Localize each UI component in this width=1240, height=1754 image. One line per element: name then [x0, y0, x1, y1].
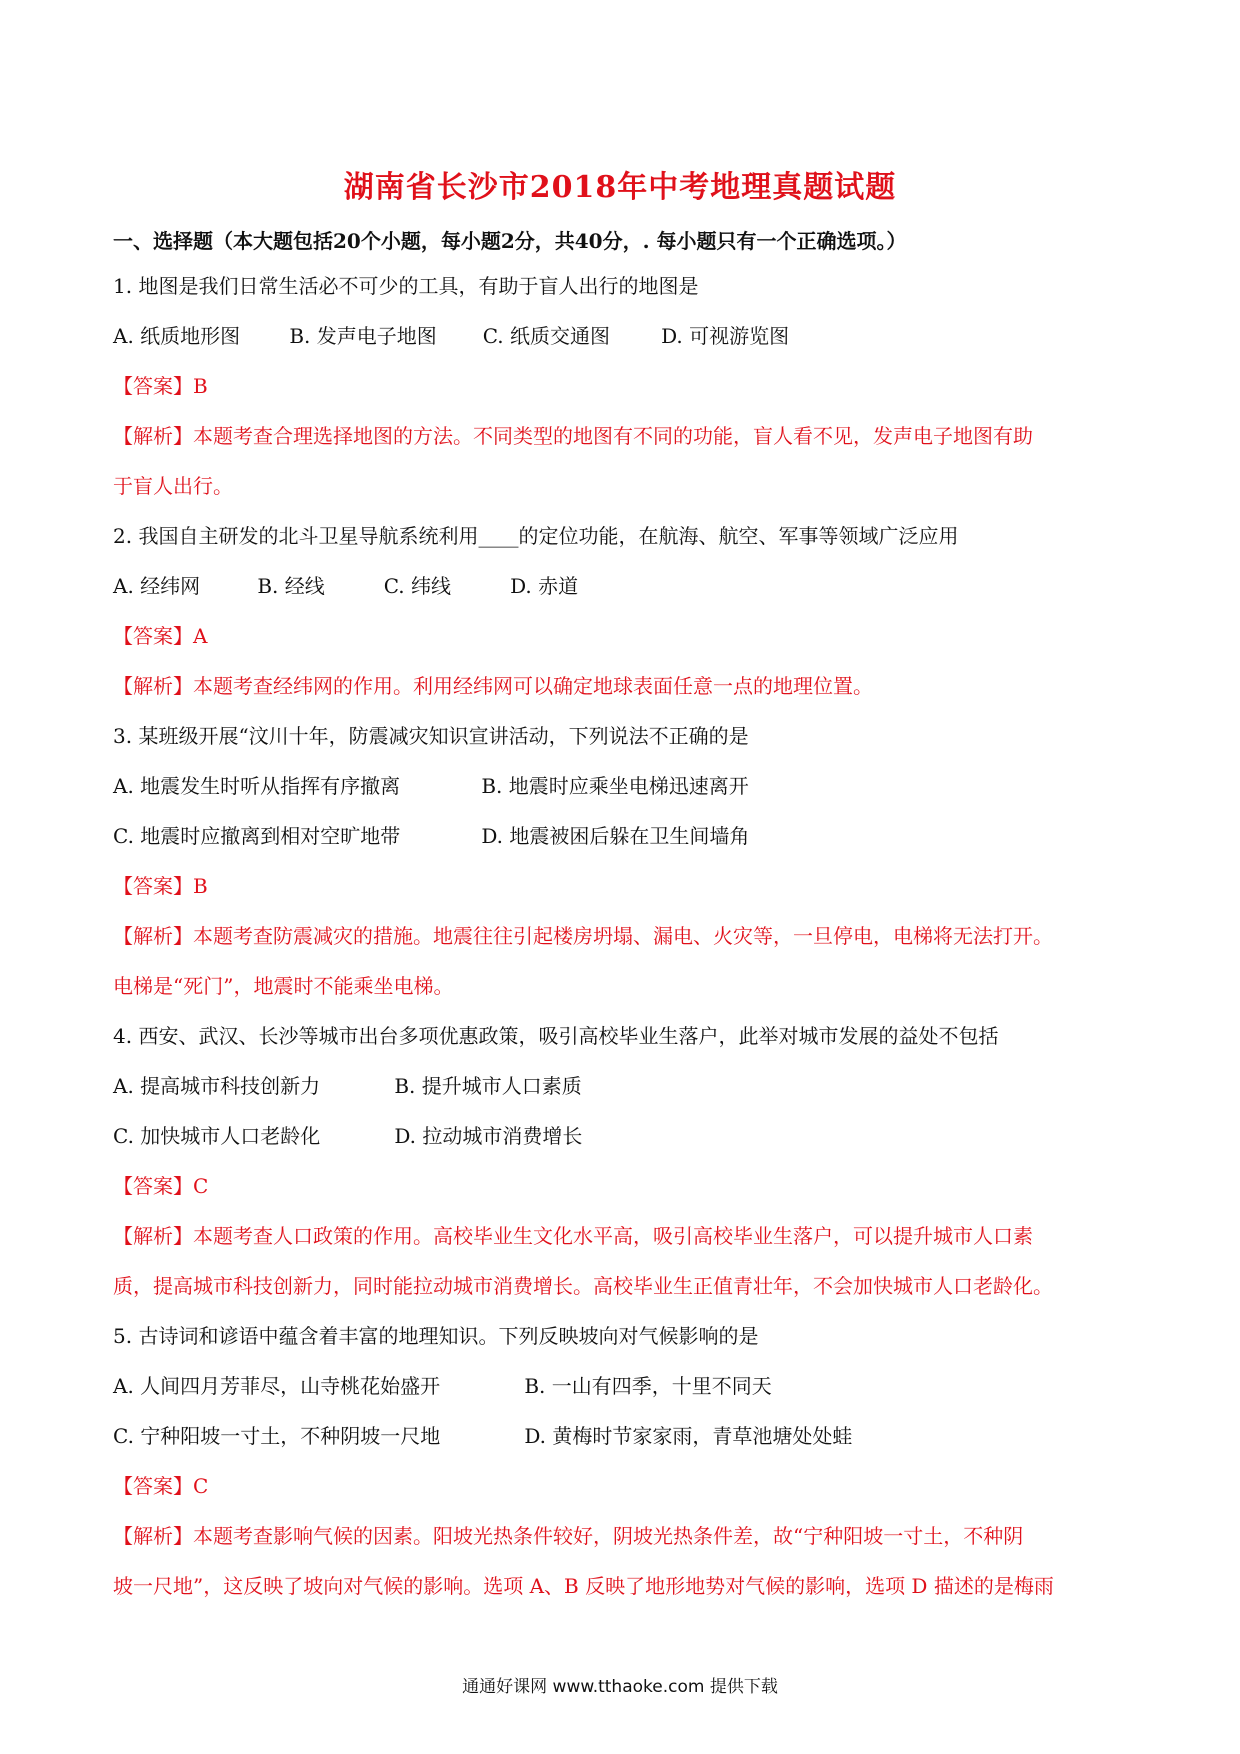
option-c: C. 加快城市人口老龄化: [113, 1124, 321, 1148]
option-a: A. 地震发生时听从指挥有序撤离: [113, 774, 401, 798]
page-footer: 通通好课网 www.tthaoke.com 提供下载: [462, 1677, 778, 1697]
option-c: C. 纬线: [383, 574, 452, 598]
question-4-analysis-line-1: [113, 1221, 1133, 1271]
answer-label: 【答案】: [113, 624, 193, 648]
question-1-analysis-line-2: 于盲人出行。: [113, 474, 233, 498]
option-d: D. 地震被困后躲在卫生间墙角: [481, 824, 750, 848]
answer-value: C: [193, 1174, 209, 1198]
option-d: D. 拉动城市消费增长: [394, 1124, 583, 1148]
question-3-options-row-2: [113, 821, 1133, 871]
answer-label: 【答案】: [113, 1174, 193, 1198]
question-4-options-row-1: [113, 1071, 1133, 1121]
question-5-answer: [113, 1471, 1133, 1521]
question-3-options-row-1: [113, 771, 1133, 821]
option-a: A. 人间四月芳菲尽，山寺桃花始盛开: [113, 1374, 441, 1398]
analysis-text: 本题考查经纬网的作用。利用经纬网可以确定地球表面任意一点的地理位置。: [193, 674, 873, 698]
question-5-options-row-2: [113, 1421, 1133, 1471]
analysis-text: 本题考查人口政策的作用。高校毕业生文化水平高，吸引高校毕业生落户，可以提升城市人口素: [193, 1224, 1033, 1248]
question-5-analysis-line-2: 坡一尺地”，这反映了坡向对气候的影响。选项 A、B 反映了地形地势对气候的影响，选项 D 描述的是梅雨: [113, 1574, 1054, 1598]
answer-label: 【答案】: [113, 1474, 193, 1498]
option-c: C. 纸质交通图: [482, 324, 611, 348]
option-b: B. 提升城市人口素质: [394, 1074, 582, 1098]
question-1-analysis-line-1: [113, 421, 1133, 471]
question-1-options: [113, 321, 1133, 371]
section-heading: 一、选择题（本大题包括20个小题，每小题2分，共40分，. 每小题只有一个正确选项。）: [113, 229, 907, 253]
option-a: A. 纸质地形图: [113, 324, 241, 348]
question-list: [113, 271, 1133, 1621]
question-2-text: 2. 我国自主研发的北斗卫星导航系统利用____的定位功能，在航海、航空、军事等领域广泛应用: [113, 524, 959, 548]
question-2-options: [113, 571, 1133, 621]
answer-label: 【答案】: [113, 374, 193, 398]
analysis-label: 【解析】: [113, 674, 193, 698]
option-b: B. 发声电子地图: [289, 324, 437, 348]
question-2-answer: [113, 621, 1133, 671]
question-5-analysis-line-1: [113, 1521, 1133, 1571]
option-d: D. 赤道: [510, 574, 579, 598]
question-3-analysis-line-2: 电梯是“死门”，地震时不能乘坐电梯。: [113, 974, 454, 998]
analysis-label: 【解析】: [113, 1224, 193, 1248]
question-1-answer: [113, 371, 1133, 421]
option-a: A. 经纬网: [113, 574, 201, 598]
question-4-options-row-2: [113, 1121, 1133, 1171]
analysis-text: 本题考查影响气候的因素。阳坡光热条件较好，阴坡光热条件差，故“宁种阳坡一寸土，不种阴: [193, 1524, 1024, 1548]
analysis-label: 【解析】: [113, 924, 193, 948]
option-d: D. 可视游览图: [661, 324, 790, 348]
answer-value: A: [193, 624, 208, 648]
question-5-options-row-1: [113, 1371, 1133, 1421]
question-4-text: 4. 西安、武汉、长沙等城市出台多项优惠政策，吸引高校毕业生落户，此举对城市发展的益处不包括: [113, 1024, 999, 1048]
analysis-text: 本题考查防震减灾的措施。地震往往引起楼房坍塌、漏电、火灾等，一旦停电，电梯将无法打开。: [193, 924, 1053, 948]
question-1-text: 1. 地图是我们日常生活必不可少的工具，有助于盲人出行的地图是: [113, 274, 699, 298]
answer-label: 【答案】: [113, 874, 193, 898]
analysis-label: 【解析】: [113, 1524, 193, 1548]
option-b: B. 一山有四季，十里不同天: [524, 1374, 772, 1398]
analysis-label: 【解析】: [113, 424, 193, 448]
option-a: A. 提高城市科技创新力: [113, 1074, 321, 1098]
option-c: C. 地震时应撤离到相对空旷地带: [113, 824, 401, 848]
question-5-text: 5. 古诗词和谚语中蕴含着丰富的地理知识。下列反映坡向对气候影响的是: [113, 1324, 759, 1348]
question-4-answer: [113, 1171, 1133, 1221]
option-d: D. 黄梅时节家家雨，青草池塘处处蛙: [524, 1424, 853, 1448]
answer-value: C: [193, 1474, 209, 1498]
question-3-answer: [113, 871, 1133, 921]
question-3-analysis-line-1: [113, 921, 1133, 971]
analysis-text: 本题考查合理选择地图的方法。不同类型的地图有不同的功能，盲人看不见，发声电子地图有助: [193, 424, 1033, 448]
option-c: C. 宁种阳坡一寸土，不种阴坡一尺地: [113, 1424, 441, 1448]
option-b: B. 地震时应乘坐电梯迅速离开: [481, 774, 749, 798]
question-4-analysis-line-2: 质，提高城市科技创新力，同时能拉动城市消费增长。高校毕业生正值青壮年，不会加快城市人口老龄化。: [113, 1274, 1053, 1298]
answer-value: B: [193, 874, 208, 898]
question-2-analysis-line-1: [113, 671, 1133, 721]
question-3-text: 3. 某班级开展“汶川十年，防震减灾知识宣讲活动，下列说法不正确的是: [113, 724, 749, 748]
option-b: B. 经线: [257, 574, 325, 598]
answer-value: B: [193, 374, 208, 398]
page-title: 湖南省长沙市2018年中考地理真题试题: [343, 170, 897, 205]
